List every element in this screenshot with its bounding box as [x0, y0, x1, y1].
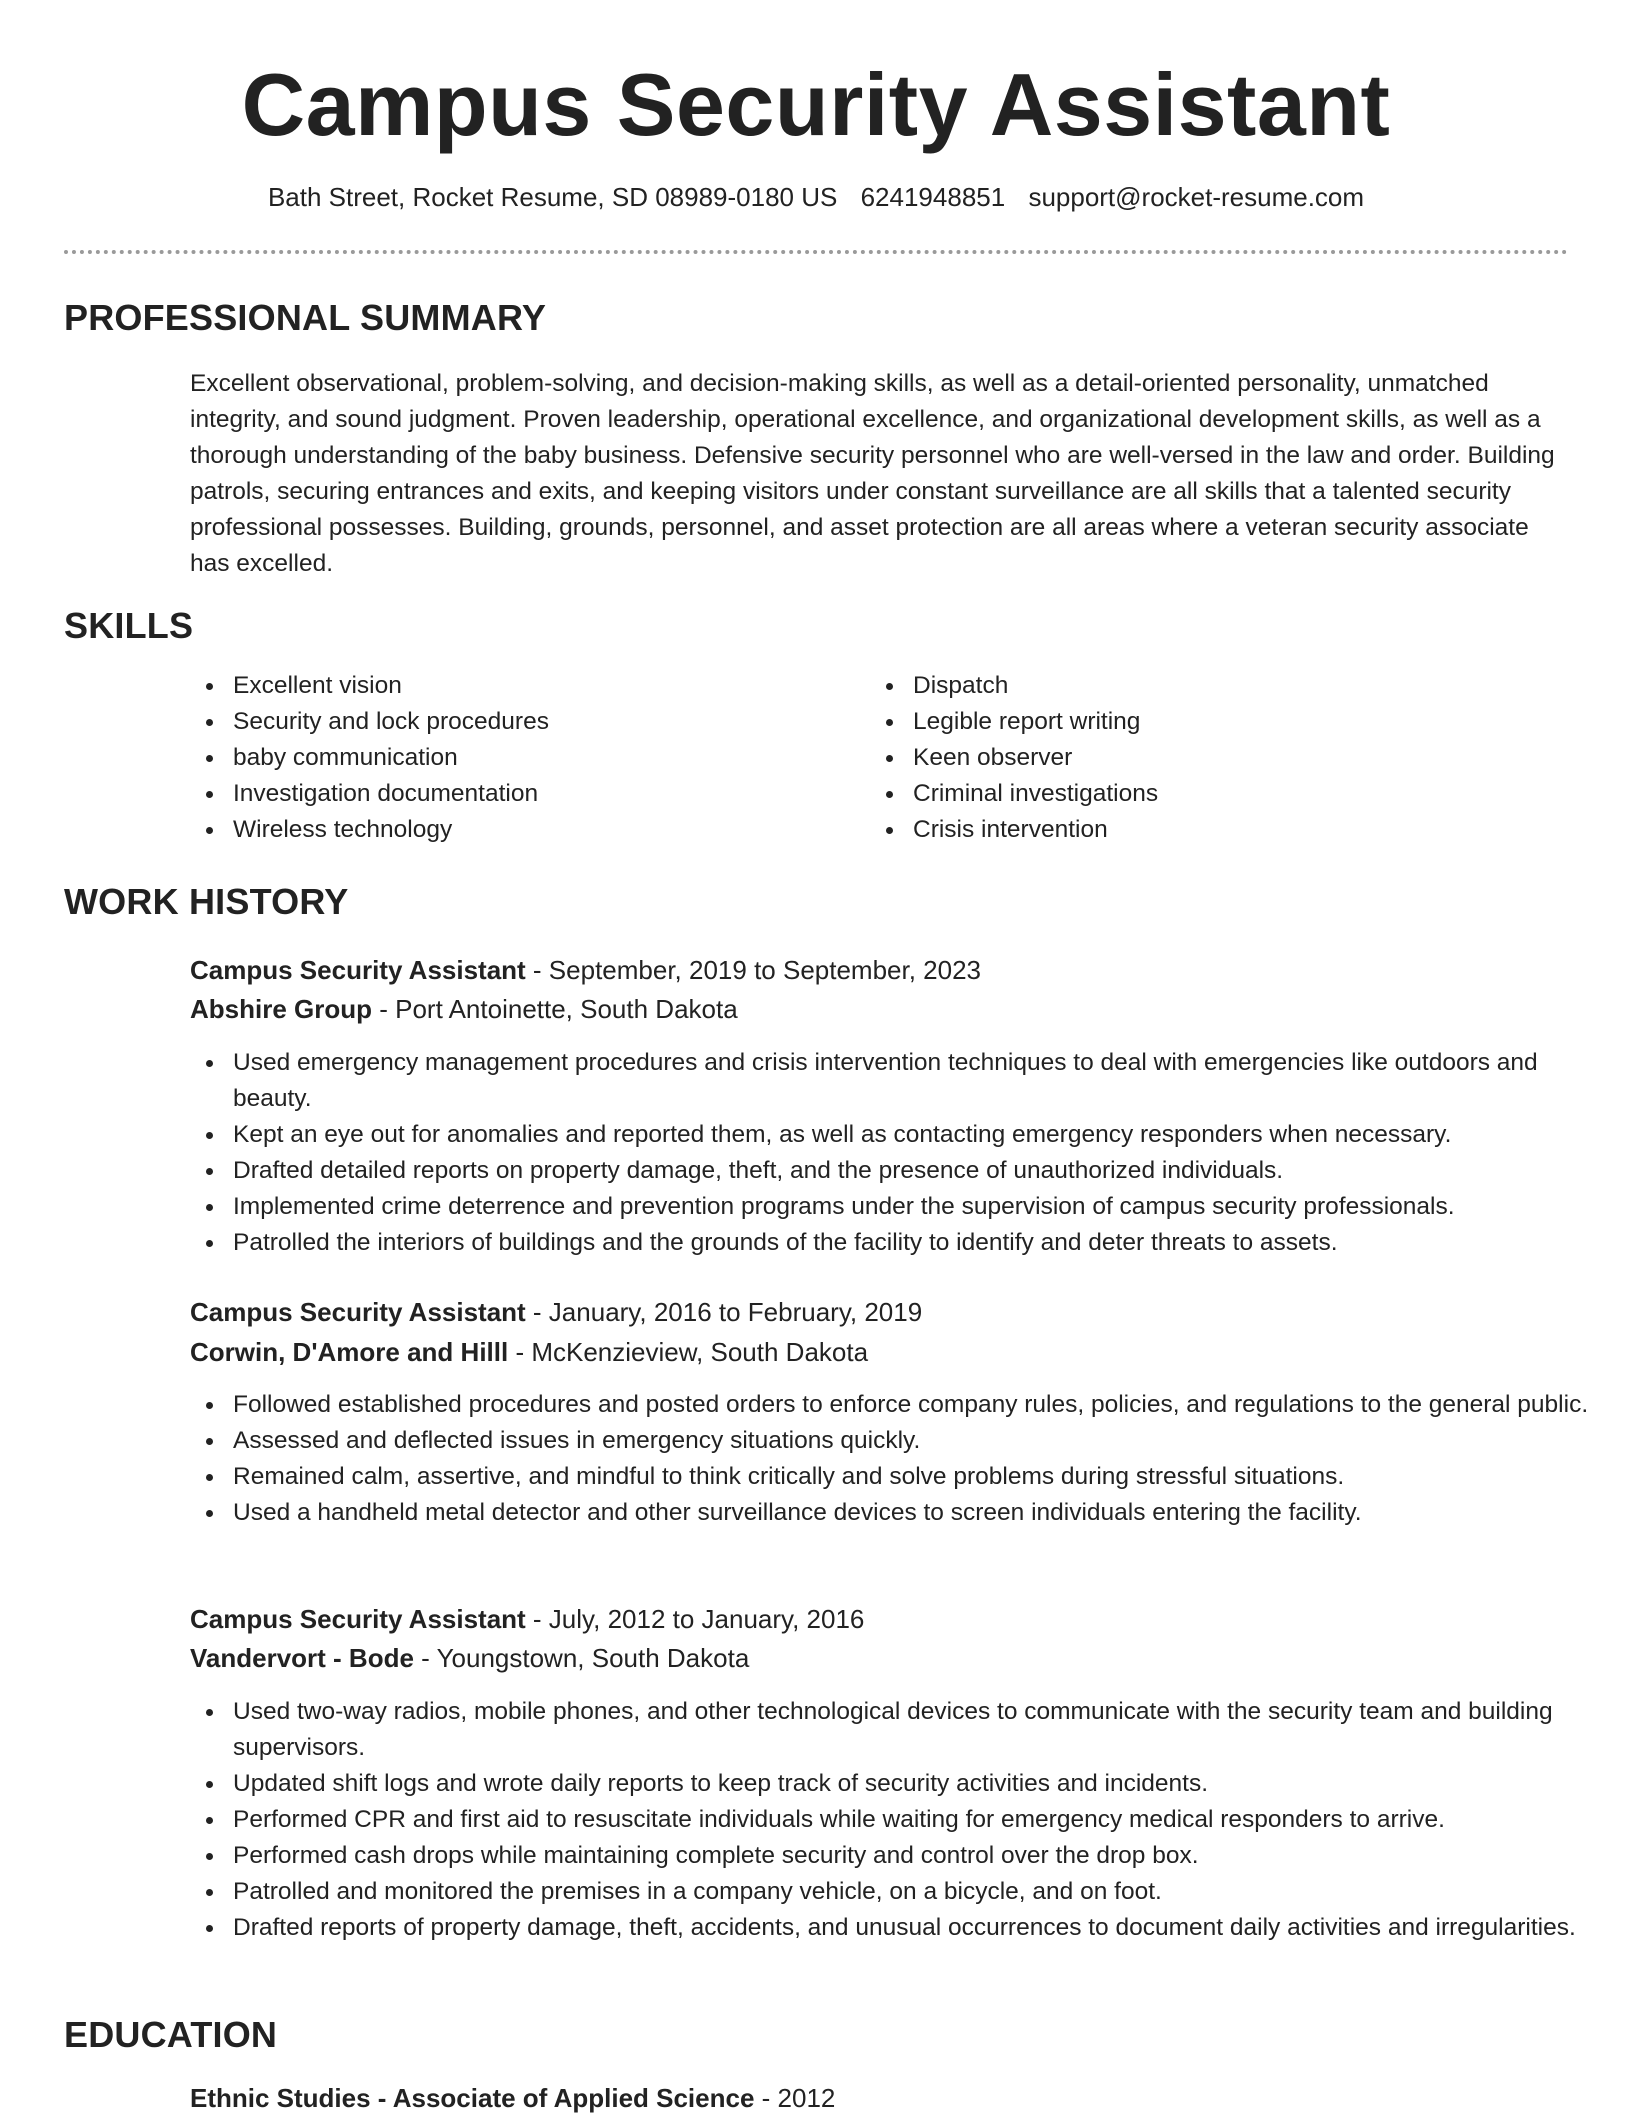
job-1-company: Abshire Group	[190, 994, 373, 1024]
duty-item: Used a handheld metal detector and other surveillance devices to screen individuals entering the facility.	[233, 1495, 1608, 1531]
job-2-company: Corwin, D'Amore and Hilll	[190, 1337, 509, 1367]
job-2-company-line	[190, 1333, 1565, 1371]
skill-item: Excellent vision	[233, 668, 833, 704]
contact-address: Bath Street, Rocket Resume, SD 08989-0180 US	[267, 182, 838, 212]
job-2-location: - McKenzieview, South Dakota	[508, 1337, 869, 1367]
header-divider	[64, 250, 1568, 254]
duty-item: Performed cash drops while maintaining complete security and control over the drop box.	[233, 1838, 1608, 1874]
job-2-dates: - January, 2016 to February, 2019	[525, 1297, 923, 1327]
duty-item: Kept an eye out for anomalies and reported them, as well as contacting emergency responders when necessary.	[233, 1117, 1608, 1153]
job-3-company-line	[190, 1639, 1565, 1677]
duty-item: Patrolled the interiors of buildings and the grounds of the facility to identify and deter threats to assets.	[233, 1225, 1608, 1261]
job-1-company-line	[190, 990, 1565, 1028]
job-1-location: - Port Antoinette, South Dakota	[372, 994, 738, 1024]
skill-item: baby communication	[233, 740, 833, 776]
duty-item: Performed CPR and first aid to resuscitate individuals while waiting for emergency medical responders to arrive.	[233, 1802, 1608, 1838]
duty-item: Updated shift logs and wrote daily reports to keep track of security activities and incidents.	[233, 1766, 1608, 1802]
skill-item: Security and lock procedures	[233, 704, 833, 740]
education-year: - 2012	[754, 2083, 836, 2113]
candidate-name: Campus Security Assistant	[241, 55, 1391, 154]
job-1-duties	[190, 1045, 1608, 1261]
duty-item: Patrolled and monitored the premises in a company vehicle, on a bicycle, and on foot.	[233, 1874, 1608, 1910]
skill-item: Keen observer	[913, 740, 1513, 776]
skill-item: Investigation documentation	[233, 776, 833, 812]
skills-list-left	[190, 668, 833, 848]
job-3-company: Vandervort - Bode	[190, 1643, 414, 1673]
skill-item: Criminal investigations	[913, 776, 1513, 812]
duty-item: Used two-way radios, mobile phones, and other technological devices to communicate with the security team and building supervisors.	[233, 1694, 1608, 1766]
duty-item: Followed established procedures and posted orders to enforce company rules, policies, and regulations to the general public.	[233, 1387, 1608, 1423]
duty-item: Assessed and deflected issues in emergency situations quickly.	[233, 1423, 1608, 1459]
summary-heading: PROFESSIONAL SUMMARY	[64, 297, 547, 338]
contact-email: support@rocket-resume.com	[1028, 182, 1365, 212]
skills-heading: SKILLS	[64, 605, 194, 646]
skills-list-right	[870, 668, 1513, 848]
contact-phone: 6241948851	[860, 182, 1006, 212]
job-1-dates: - September, 2019 to September, 2023	[525, 955, 982, 985]
contact-line	[64, 180, 1568, 214]
education-heading: EDUCATION	[64, 2014, 278, 2055]
job-3-location: - Youngstown, South Dakota	[413, 1643, 750, 1673]
education-line	[190, 2079, 1565, 2117]
education-degree: Ethnic Studies - Associate of Applied Science	[190, 2083, 755, 2113]
job-1-role: Campus Security Assistant	[190, 955, 526, 985]
job-2-title-line	[190, 1293, 1565, 1331]
duty-item: Drafted reports of property damage, theft, accidents, and unusual occurrences to document daily activities and irregularities.	[233, 1910, 1608, 1946]
skill-item: Wireless technology	[233, 812, 833, 848]
job-1-title-line	[190, 951, 1565, 989]
job-3-duties	[190, 1694, 1608, 1946]
duty-item: Used emergency management procedures and crisis intervention techniques to deal with emergencies like outdoors and beauty.	[233, 1045, 1608, 1117]
skill-item: Dispatch	[913, 668, 1513, 704]
job-3-dates: - July, 2012 to January, 2016	[525, 1604, 865, 1634]
duty-item: Implemented crime deterrence and prevention programs under the supervision of campus security professionals.	[233, 1189, 1608, 1225]
job-2-duties	[190, 1387, 1608, 1531]
job-3-role: Campus Security Assistant	[190, 1604, 526, 1634]
duty-item: Remained calm, assertive, and mindful to think critically and solve problems during stressful situations.	[233, 1459, 1608, 1495]
job-2-role: Campus Security Assistant	[190, 1297, 526, 1327]
duty-item: Drafted detailed reports on property damage, theft, and the presence of unauthorized individuals.	[233, 1153, 1608, 1189]
skill-item: Crisis intervention	[913, 812, 1513, 848]
work-history-heading: WORK HISTORY	[64, 881, 349, 922]
skill-item: Legible report writing	[913, 704, 1513, 740]
summary-text: Excellent observational, problem-solving, and decision-making skills, as well as a detail-oriented personality, unmatched integrity, and sound judgment. Proven leadership, operational excellence, and organizational development skills, as well as a thorough understanding of the baby business. Defensive security personnel who are well-versed in the law and order. Building patrols, securing entrances and exits, and keeping visitors under constant surveillance are all skills that a talented security professional possesses. Building, grounds, personnel, and asset protection are all areas where a veteran security associate has excelled.	[190, 370, 1555, 577]
job-3-title-line	[190, 1600, 1565, 1638]
